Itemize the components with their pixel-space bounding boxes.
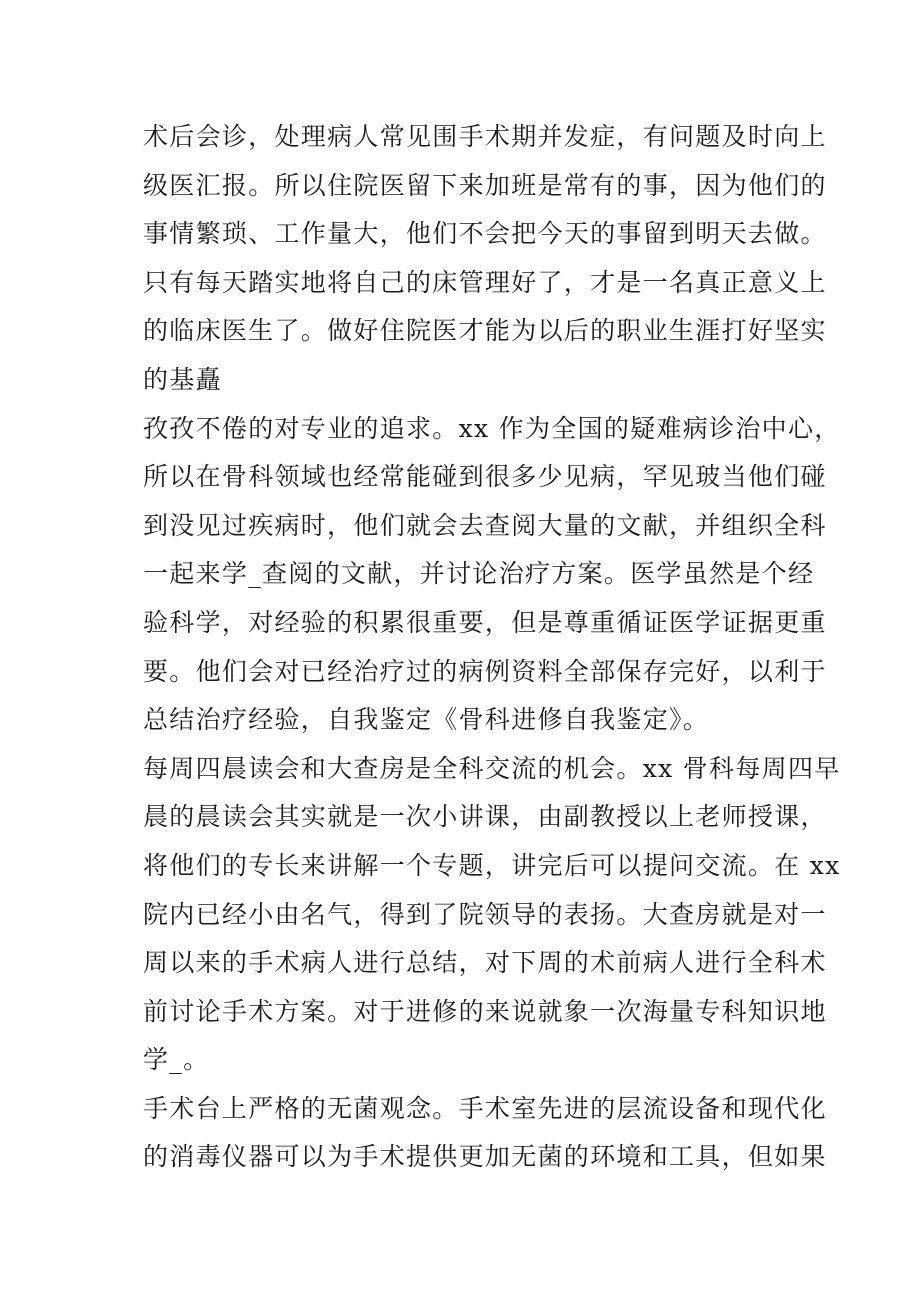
text-line: 所以在骨科领域也经常能碰到很多少见病，罕见玻当他们碰 [143, 462, 827, 492]
text-line: 的临床医生了。做好住院医才能为以后的职业生涯打好坚实 [143, 316, 827, 346]
text-line: 院内已经小由名气，得到了院领导的表扬。大查房就是对一 [143, 899, 827, 929]
text-line: 将他们的专长来讲解一个专题，讲完后可以提问交流。在 xx [143, 850, 841, 880]
text-line: 学_。 [143, 1045, 210, 1075]
text-line: 术后会诊，处理病人常见围手术期并发症，有问题及时向上 [143, 122, 827, 151]
text-line: 到没见过疾病时，他们就会去查阅大量的文献，并组织全科 [143, 510, 827, 540]
text-line: 晨的晨读会其实就是一次小讲课，由副教授以上老师授课， [143, 802, 827, 832]
text-line: 要。他们会对已经治疗过的病例资料全部保存完好，以利于 [143, 656, 827, 686]
text-line: 总结治疗经验，自我鉴定《骨科进修自我鉴定》。 [143, 705, 710, 735]
text-line: 的消毒仪器可以为手术提供更加无菌的环境和工具，但如果 [143, 1142, 827, 1172]
text-line: 前讨论手术方案。对于进修的来说就象一次海量专科知识地 [143, 996, 827, 1026]
text-line: 验科学，对经验的积累很重要，但是尊重循证医学证据更重 [143, 607, 827, 637]
text-line: 级医汇报。所以住院医留下来加班是常有的事，因为他们的 [143, 170, 827, 200]
text-line: 每周四晨读会和大查房是全科交流的机会。xx 骨科每周四早 [143, 753, 841, 783]
document-body [143, 113, 841, 1182]
text-line: 周以来的手术病人进行总结，对下周的术前病人进行全科术 [143, 948, 827, 978]
text-line: 只有每天踏实地将自己的床管理好了，才是一名真正意义上 [143, 267, 827, 297]
text-line: 事情繁琐、工作量大，他们不会把今天的事留到明天去做。 [143, 219, 827, 249]
text-line: 一起来学_查阅的文献，并讨论治疗方案。医学虽然是个经 [143, 559, 815, 589]
text-line: 手术台上严格的无菌观念。手术室先进的层流设备和现代化 [143, 1093, 827, 1123]
text-line: 孜孜不倦的对专业的追求。xx 作为全国的疑难病诊治中心， [143, 413, 841, 443]
text-line: 的基矗 [143, 364, 222, 394]
